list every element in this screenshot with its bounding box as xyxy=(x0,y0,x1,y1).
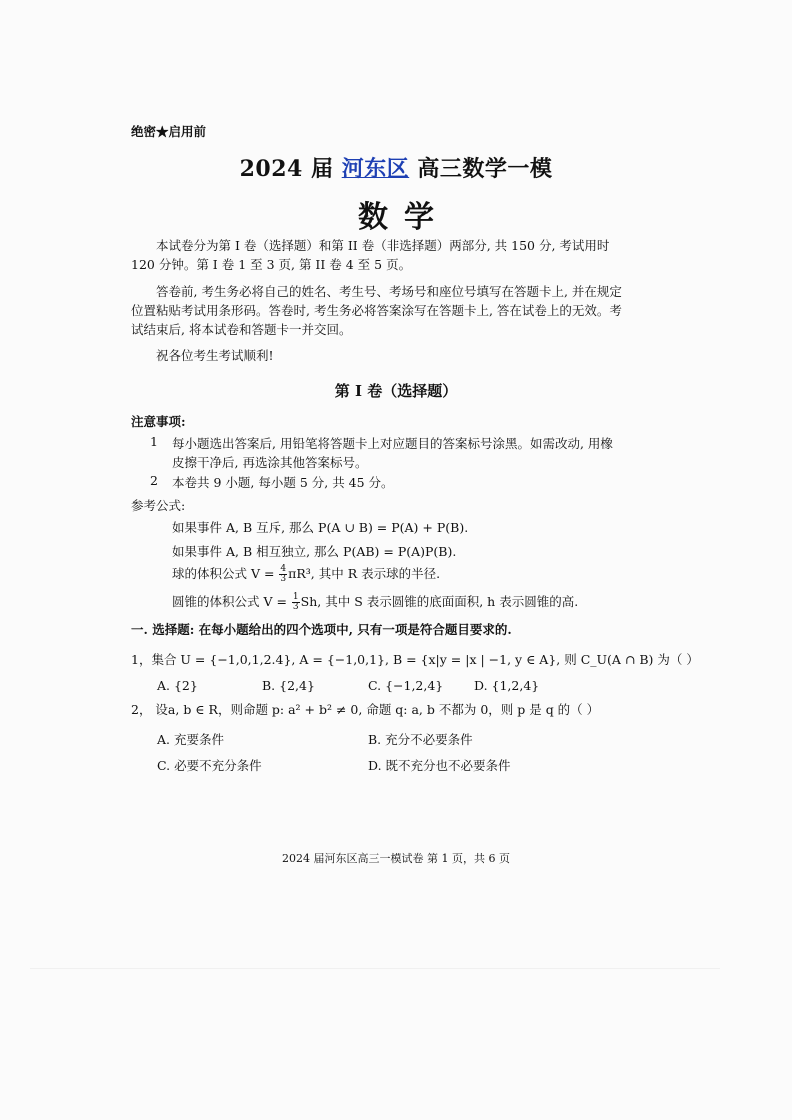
question-2-option-a: A. 充要条件 xyxy=(157,732,224,747)
page-footer: 2024 届河东区高三一模试卷 第 1 页，共 6 页 xyxy=(282,852,510,865)
notice-item-number: 2 xyxy=(150,473,158,488)
notice-item-text: 每小题选出答案后, 用铅笔将答题卡上对应题目的答案标号涂黑。如需改动, 用橡皮擦干净后, 再选涂其他答案标号。 xyxy=(172,436,613,470)
section-1-title: 第 I 卷（选择题） xyxy=(334,382,458,400)
fraction-numerator: 4 xyxy=(280,564,287,574)
notice-heading: 注意事项: xyxy=(131,414,186,429)
formula-cone-pre: 圆锥的体积公式 V = xyxy=(172,594,291,609)
fraction xyxy=(279,565,287,584)
question-1-option-d: D. {1,2,4} xyxy=(474,678,540,693)
formula-cone-post: Sh, 其中 S 表示圆锥的底面面积, h 表示圆锥的高. xyxy=(300,594,579,609)
formula-sphere-volume xyxy=(172,564,440,584)
title-prefix: 2024 届 xyxy=(239,156,342,182)
intro-paragraph-1: 本试卷分为第 I 卷（选择题）和第 II 卷（非选择题）两部分, 共 150 分, 考试用时 120 分钟。第 I 卷 1 至 3 页, 第 II 卷 4 至 5 页。 xyxy=(131,238,610,272)
formula-cone-volume xyxy=(172,592,578,612)
fraction xyxy=(292,593,300,612)
subject-heading: 数学 xyxy=(358,200,450,235)
question-2-stem: 2， 设a, b ∈ R，则命题 p: a² + b² ≠ 0, 命题 q: a, b 不都为 0，则 p 是 q 的（ ） xyxy=(131,702,600,717)
question-1-option-c: C. {−1,2,4} xyxy=(368,678,444,693)
fraction-denominator: 3 xyxy=(280,574,287,584)
question-2-option-d: D. 既不充分也不必要条件 xyxy=(368,758,511,773)
formula-independent-events: 如果事件 A, B 相互独立, 那么 P(AB) = P(A)P(B). xyxy=(172,544,457,559)
question-2-option-b: B. 充分不必要条件 xyxy=(368,732,473,747)
question-1-option-b: B. {2,4} xyxy=(262,678,315,693)
confidential-label: 绝密★启用前 xyxy=(131,124,207,139)
notice-item-text: 本卷共 9 小题, 每小题 5 分, 共 45 分。 xyxy=(172,475,394,490)
district-link[interactable]: 河东区 xyxy=(341,156,410,182)
question-1-stem: 1，集合 U = {−1,0,1,2.4}, A = {−1,0,1}, B = {x|y = |x | −1, y ∈ A}, 则 C_U(A ∩ B) 为（ ） xyxy=(131,652,699,667)
good-luck-text: 祝各位考生考试顺利! xyxy=(156,348,274,363)
part-1-heading: 一. 选择题: 在每小题给出的四个选项中, 只有一项是符合题目要求的. xyxy=(131,622,512,637)
intro-paragraph-2: 答卷前, 考生务必将自己的姓名、考生号、考场号和座位号填写在答题卡上, 并在规定位置粘贴考试用条形码。答卷时, 考生务必将答案涂写在答题卡上, 答在试卷上的无效。考试结束后, 将本试卷和答题卡一并交回。 xyxy=(131,284,622,337)
formula-sphere-pre: 球的体积公式 V = xyxy=(172,566,279,581)
fraction-numerator: 1 xyxy=(292,592,299,602)
scan-edge-divider xyxy=(30,968,720,969)
question-2-option-c: C. 必要不充分条件 xyxy=(157,758,262,773)
question-1-option-a: A. {2} xyxy=(157,678,198,693)
notice-item-number: 1 xyxy=(150,434,158,449)
formula-sphere-post: πR³, 其中 R 表示球的半径. xyxy=(288,566,441,581)
title-suffix: 高三数学一模 xyxy=(409,156,553,182)
fraction-denominator: 3 xyxy=(292,602,299,612)
formula-exclusive-events: 如果事件 A, B 互斥, 那么 P(A ∪ B) = P(A) + P(B). xyxy=(172,520,469,535)
reference-heading: 参考公式: xyxy=(131,498,186,513)
exam-title xyxy=(0,152,792,183)
